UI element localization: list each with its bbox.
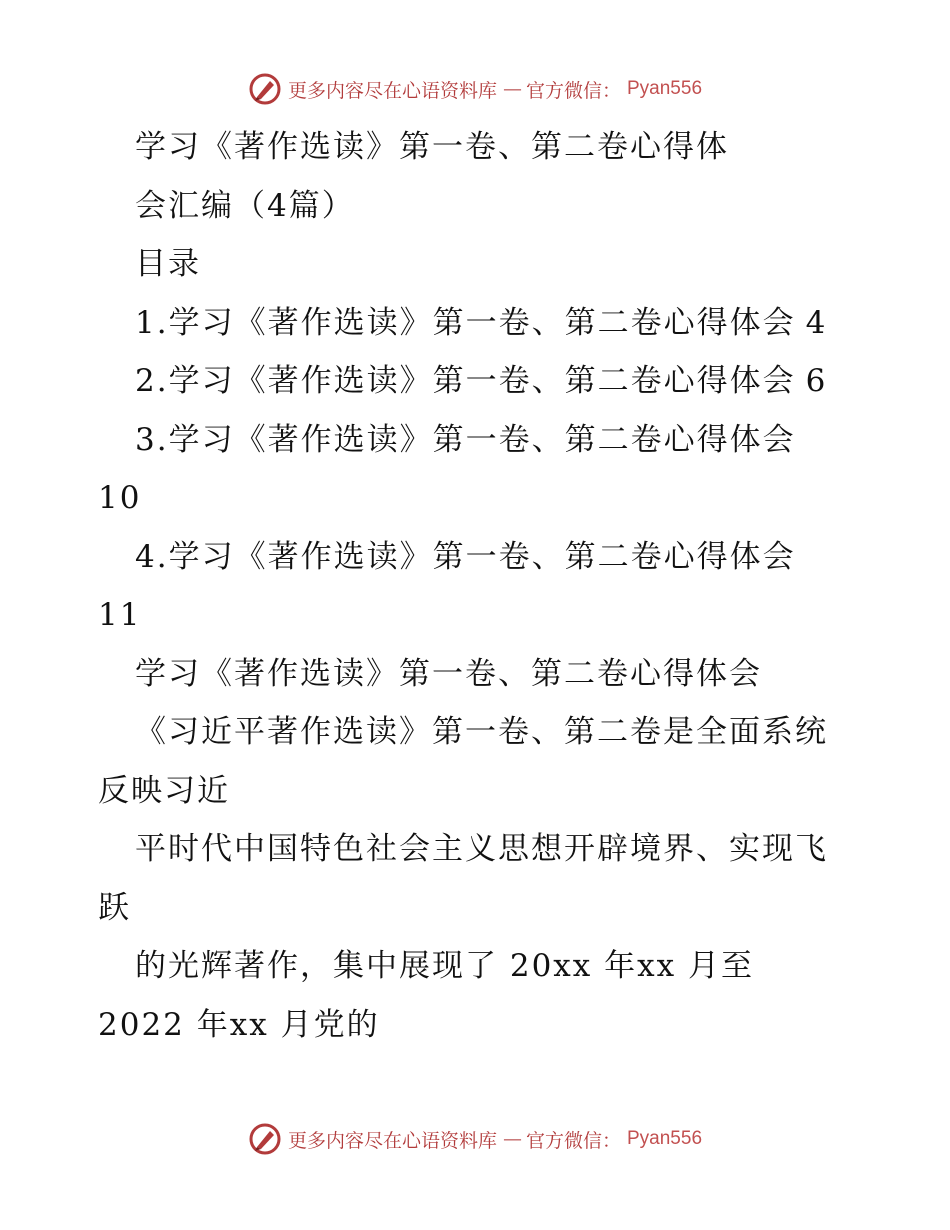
document-body bbox=[0, 118, 950, 1054]
watermark-separator: — bbox=[502, 78, 520, 100]
pen-logo-icon bbox=[248, 72, 282, 106]
toc-item-page: 11 bbox=[98, 597, 142, 633]
watermark-wechat-label: 官方微信： bbox=[525, 1129, 621, 1152]
watermark-text: 更多内容尽在心语资料库 bbox=[287, 79, 497, 102]
body-line: 反映习近 bbox=[98, 772, 230, 809]
toc-item-page: 6 bbox=[805, 363, 828, 399]
watermark-wechat-id: Pyan556 bbox=[627, 1128, 703, 1149]
footer-watermark bbox=[0, 1122, 950, 1156]
watermark-separator: — bbox=[502, 1128, 520, 1150]
toc-item-page: 10 bbox=[98, 480, 142, 516]
body-line: 的光辉著作，集中展现了 20xx 年xx 月至 bbox=[135, 948, 754, 984]
header-watermark bbox=[0, 72, 950, 106]
toc-item bbox=[0, 294, 950, 353]
watermark-wechat-label: 官方微信： bbox=[525, 79, 621, 102]
document-title-line-1: 学习《著作选读》第一卷、第二卷心得体 bbox=[135, 129, 729, 165]
toc-item-label: 4.学习《著作选读》第一卷、第二卷心得体会 bbox=[135, 538, 796, 575]
body-line: 《习近平著作选读》第一卷、第二卷是全面系统 bbox=[135, 714, 828, 750]
toc-item-label: 3.学习《著作选读》第一卷、第二卷心得体会 bbox=[135, 421, 796, 458]
watermark-wechat-id: Pyan556 bbox=[627, 78, 703, 99]
watermark-text: 更多内容尽在心语资料库 bbox=[287, 1129, 497, 1152]
body-line: 平时代中国特色社会主义思想开辟境界、实现飞 bbox=[135, 831, 828, 867]
toc-item-label: 2.学习《著作选读》第一卷、第二卷心得体会 bbox=[135, 363, 796, 399]
toc-item bbox=[0, 352, 950, 411]
body-line: 跃 bbox=[98, 889, 131, 926]
document-title-line-2: 会汇编（4篇） bbox=[135, 187, 355, 224]
section-title: 学习《著作选读》第一卷、第二卷心得体会 bbox=[135, 655, 762, 692]
toc-heading: 目录 bbox=[135, 246, 201, 282]
toc-item-page: 4 bbox=[805, 304, 828, 341]
pen-logo-icon bbox=[248, 1122, 282, 1156]
body-line: 2022 年xx 月党的 bbox=[98, 1006, 380, 1043]
toc-item-label: 1.学习《著作选读》第一卷、第二卷心得体会 bbox=[135, 304, 796, 341]
